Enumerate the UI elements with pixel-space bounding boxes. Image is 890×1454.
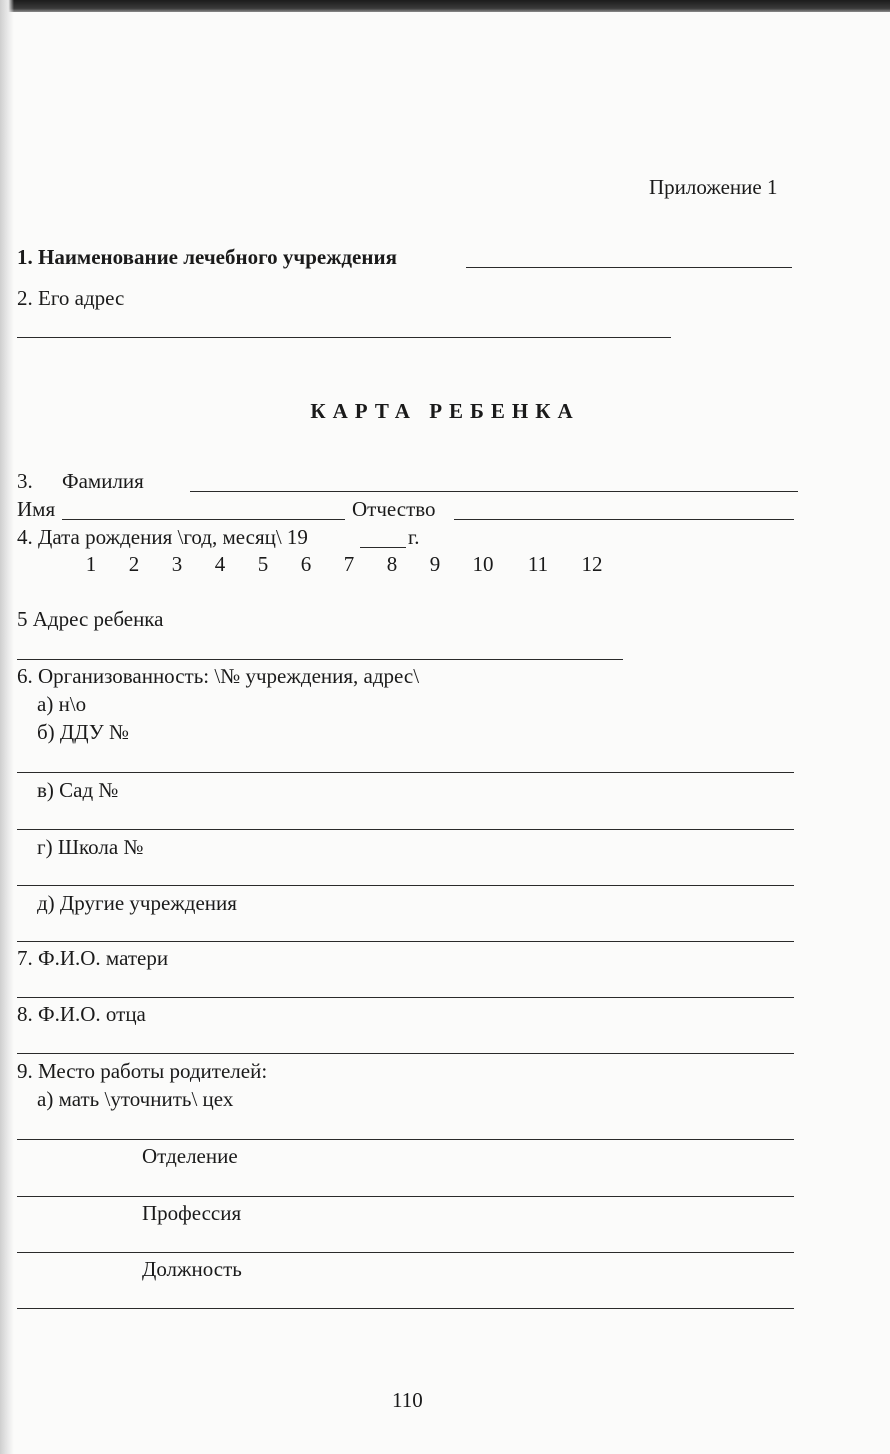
department-line (17, 1196, 794, 1197)
mother-name-label: 7. Ф.И.О. матери (17, 946, 169, 970)
mother-name-line (17, 997, 794, 998)
patronymic-line (454, 519, 794, 520)
institution-address-line (17, 337, 671, 338)
position-label: Должность (142, 1257, 242, 1281)
institution-name-line (466, 267, 792, 268)
month-number: 6 (300, 552, 312, 576)
birth-date-label: 4. Дата рождения \год, месяц\ 19 (17, 525, 308, 549)
school-line (17, 885, 794, 886)
scan-edge-left (0, 0, 14, 1454)
other-institutions-line (17, 941, 794, 942)
month-number: 4 (214, 552, 226, 576)
surname-line (190, 491, 798, 492)
position-line (17, 1308, 794, 1309)
mother-workshop-line (17, 1139, 794, 1140)
month-number: 8 (386, 552, 398, 576)
month-number: 9 (429, 552, 441, 576)
month-number: 2 (128, 552, 140, 576)
page-number: 110 (392, 1388, 423, 1412)
first-name-line (62, 519, 345, 520)
month-number: 10 (472, 552, 494, 576)
profession-label: Профессия (142, 1201, 242, 1225)
month-number: 11 (527, 552, 549, 576)
parents-workplace-label: 9. Место работы родителей: (17, 1059, 268, 1083)
organization-label: 6. Организованность: \№ учреждения, адрес\ (17, 664, 420, 688)
institution-address-label: 2. Его адрес (17, 286, 125, 310)
kindergarten-label: в) Сад № (37, 778, 119, 802)
department-label: Отделение (142, 1144, 238, 1168)
child-address-label: 5 Адрес ребенка (17, 607, 164, 631)
month-number: 7 (343, 552, 355, 576)
document-title: КАРТА РЕБЕНКА (310, 399, 580, 423)
first-name-label: Имя (17, 497, 56, 521)
month-number: 12 (581, 552, 603, 576)
preschool-line (17, 772, 794, 773)
father-name-line (17, 1053, 794, 1054)
school-label: г) Школа № (37, 835, 144, 859)
birth-year-line (360, 547, 406, 548)
surname-number: 3. (17, 469, 33, 493)
profession-line (17, 1252, 794, 1253)
unorganized-label: а) н\о (37, 692, 87, 716)
father-name-label: 8. Ф.И.О. отца (17, 1002, 146, 1026)
birth-year-suffix: г. (408, 525, 420, 549)
child-address-line (17, 659, 623, 660)
mother-workshop-label: а) мать \уточнить\ цех (37, 1087, 234, 1111)
preschool-label: б) ДДУ № (37, 720, 129, 744)
month-number: 5 (257, 552, 269, 576)
month-number: 3 (171, 552, 183, 576)
other-institutions-label: д) Другие учреждения (37, 891, 237, 915)
surname-label: Фамилия (62, 469, 144, 493)
kindergarten-line (17, 829, 794, 830)
patronymic-label: Отчество (352, 497, 436, 521)
institution-name-label: 1. Наименование лечебного учреждения (17, 245, 397, 269)
scan-edge-top (0, 0, 890, 12)
month-number: 1 (85, 552, 97, 576)
appendix-label: Приложение 1 (649, 175, 778, 199)
